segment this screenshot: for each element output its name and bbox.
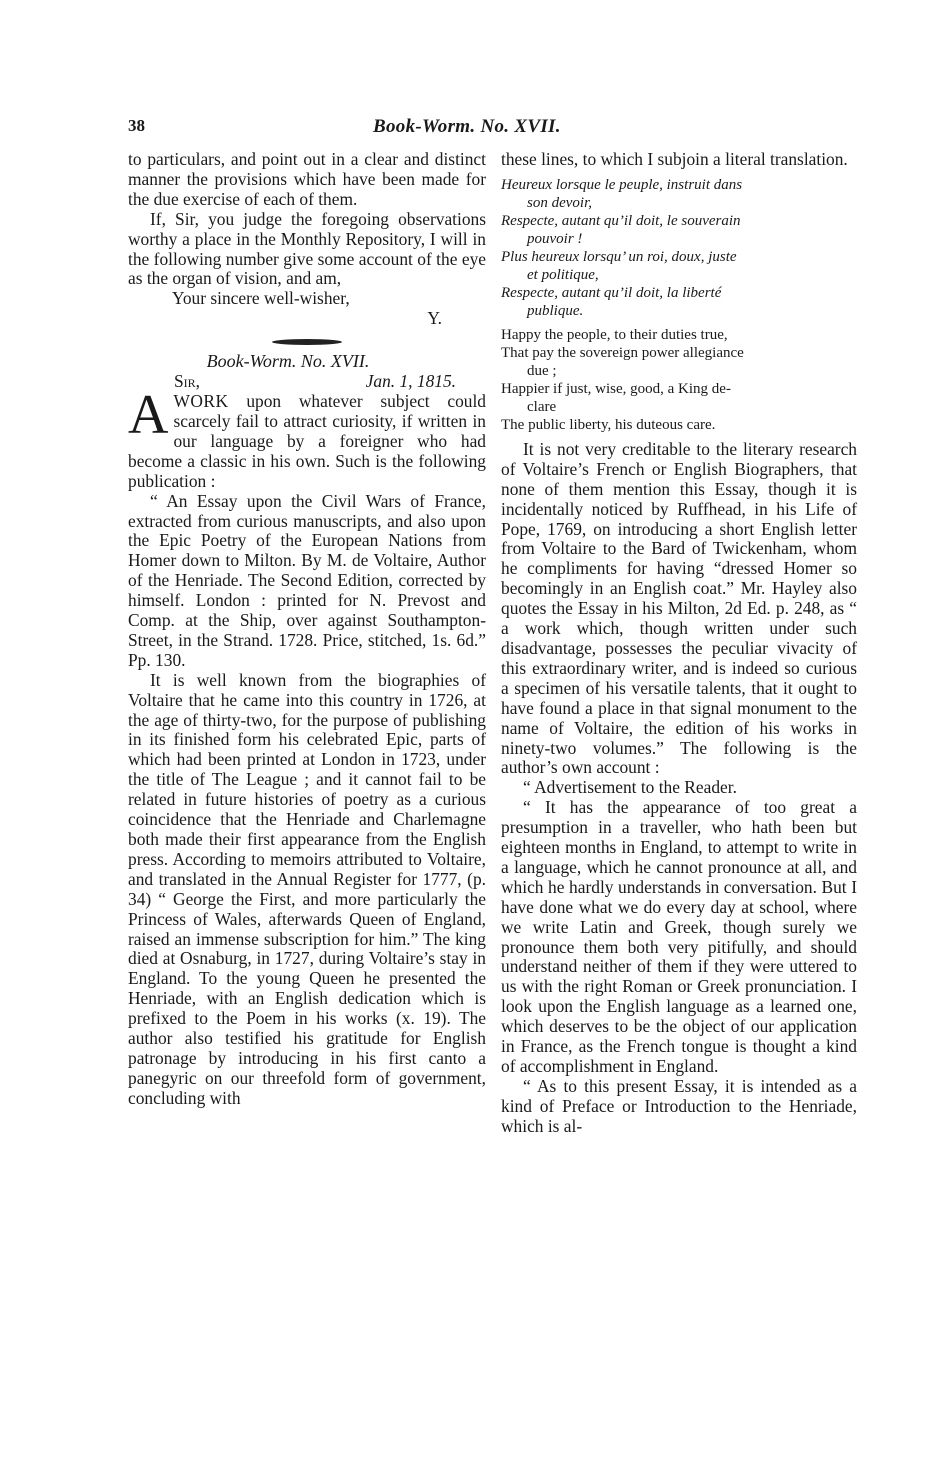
running-title: Book-Worm. No. XVII. (373, 116, 561, 137)
verse-continuation: clare (527, 398, 557, 415)
paragraph: these lines, to which I subjoin a literal translation. (501, 149, 848, 169)
letter-closing: Your sincere well-wisher, (172, 288, 350, 309)
verse-line: Happier if just, wise, good, a King de- (501, 380, 731, 397)
page-number: 38 (128, 116, 145, 135)
paragraph: “ It has the appearance of too great a presumption in a traveller, who hath been but eighteen months in England, to attempt to write in a language, which he cannot pronounce at all, and which he hardly understands in conversation. But I have done what we do every day at school, where we write Latin and Greek, though surely we pronounce them both very pitifully, and should understand neither of them if they were uttered to us with the right Roman or Greek pronunciation. I look upon the English language as a learned one, which deserves to be the object of our application in France, as the French tongue is thought a kind of accomplishment in England. (501, 797, 857, 1076)
paragraph: If, Sir, you judge the foregoing observations worthy a place in the Monthly Repository, I will in the following number give some account of the eye as the organ of vision, and am, (128, 208, 486, 289)
section-divider-ornament (272, 339, 342, 345)
paragraph: “ An Essay upon the Civil Wars of France, extracted from curious manuscripts, and also upon the Epic Poetry of the European Nations from Homer down to Milton. By M. de Voltaire, Author of the Henriade. The Second Edition, corrected by himself. London : printed for N. Prevost and Comp. at the Ship, over against Southampton-Street, in the Strand. 1728. Price, stitched, 1s. 6d.” Pp. 130. (128, 490, 486, 670)
left-column (128, 150, 486, 1109)
paragraph: “ As to this present Essay, it is intended as a kind of Preface or Introduction to the Henriade, which is al- (501, 1075, 857, 1136)
paragraph-text: upon whatever subject could scarcely fail to attract curiosity, if written in our language by a foreigner who had become a classic in his own. Such is the following publication : (128, 391, 486, 491)
english-translation (501, 326, 857, 434)
verse-line: Heureux lorsque le peuple, instruit dans (501, 176, 743, 193)
page-header (128, 116, 868, 146)
paragraph: to particulars, and point out in a clear and distinct manner the provisions which have been made for the due exercise of each of them. (128, 149, 486, 209)
verse-line: The public liberty, his duteous care. (501, 416, 716, 433)
verse-line: That pay the sovereign power allegiance (501, 344, 744, 361)
lead-caps: WORK (173, 391, 229, 412)
salutation-line (128, 372, 486, 392)
verse-line: Happy the people, to their duties true, (501, 326, 728, 343)
paragraph: It is not very creditable to the literary research of Voltaire’s French or English Biographers, that none of them mention this Essay, though it is incidentally noticed by Ruffhead, in his Life of Pope, 1769, on introducing a short English letter from Voltaire to the Bard of Twickenham, whom he compliments for having “dressed Homer so becomingly in an English coat.” Mr. Hayley also quotes the Essay in his Milton, 2d Ed. p. 248, as “ a work which, though written under such disadvantage, possesses the peculiar vivacity of this extraordinary writer, and is indeed so curious a specimen of his versatile talents, that it ought to have found a place in that signal monument to the name of Voltaire, the edition of his works in ninety-two volumes.” The following is the author’s own account : (501, 438, 857, 778)
letter-signature: Y. (427, 308, 442, 329)
verse-line: Respecte, autant qu’il doit, le souverain (501, 212, 741, 229)
article-title: Book-Worm. No. XVII. (206, 351, 370, 372)
verse-line: Respecte, autant qu’il doit, la liberté (501, 284, 722, 301)
opening-paragraph (128, 384, 486, 492)
verse-line: Plus heureux lorsqu’ un roi, doux, juste (501, 248, 737, 265)
drop-cap: A (128, 384, 169, 447)
paragraph: It is well known from the biographies of Voltaire that he came into this country in 1726, at the age of thirty-two, for the purpose of publishing in its finished form his celebrated Epic, parts of which had been printed at London in 1723, under the title of The League ; and it cannot fail to be related in future histories of poetry as a curious coincidence that the Henriade and Charlemagne both made their first appearance from the English press. According to memoirs attributed to Voltaire, and translated in the Annual Register for 1777, (p. 34) “ George the First, and more particularly the Princess of Wales, afterwards Queen of England, raised an immense subscription for him.” The king died at Osnaburg, in 1727, during Voltaire’s stay in England. To the young Queen he presented the Henriade, with an English dedication which is prefixed to the Poem in his works (x. 19). The author also testified his gratitude for English patronage by introducing in his first canto a panegyric on our threefold form of government, concluding with (128, 669, 486, 1108)
letter-date: Jan. 1, 1815. (365, 371, 456, 392)
verse-continuation: publique. (527, 302, 584, 319)
verse-continuation: son devoir, (527, 194, 592, 211)
verse-continuation: et politique, (527, 266, 599, 283)
salutation: Sir, (174, 371, 201, 392)
verse-continuation: pouvoir ! (527, 230, 583, 247)
french-verse (501, 176, 857, 320)
right-column (501, 150, 857, 1137)
paragraph: “ Advertisement to the Reader. (523, 777, 737, 798)
verse-continuation: due ; (527, 362, 557, 379)
